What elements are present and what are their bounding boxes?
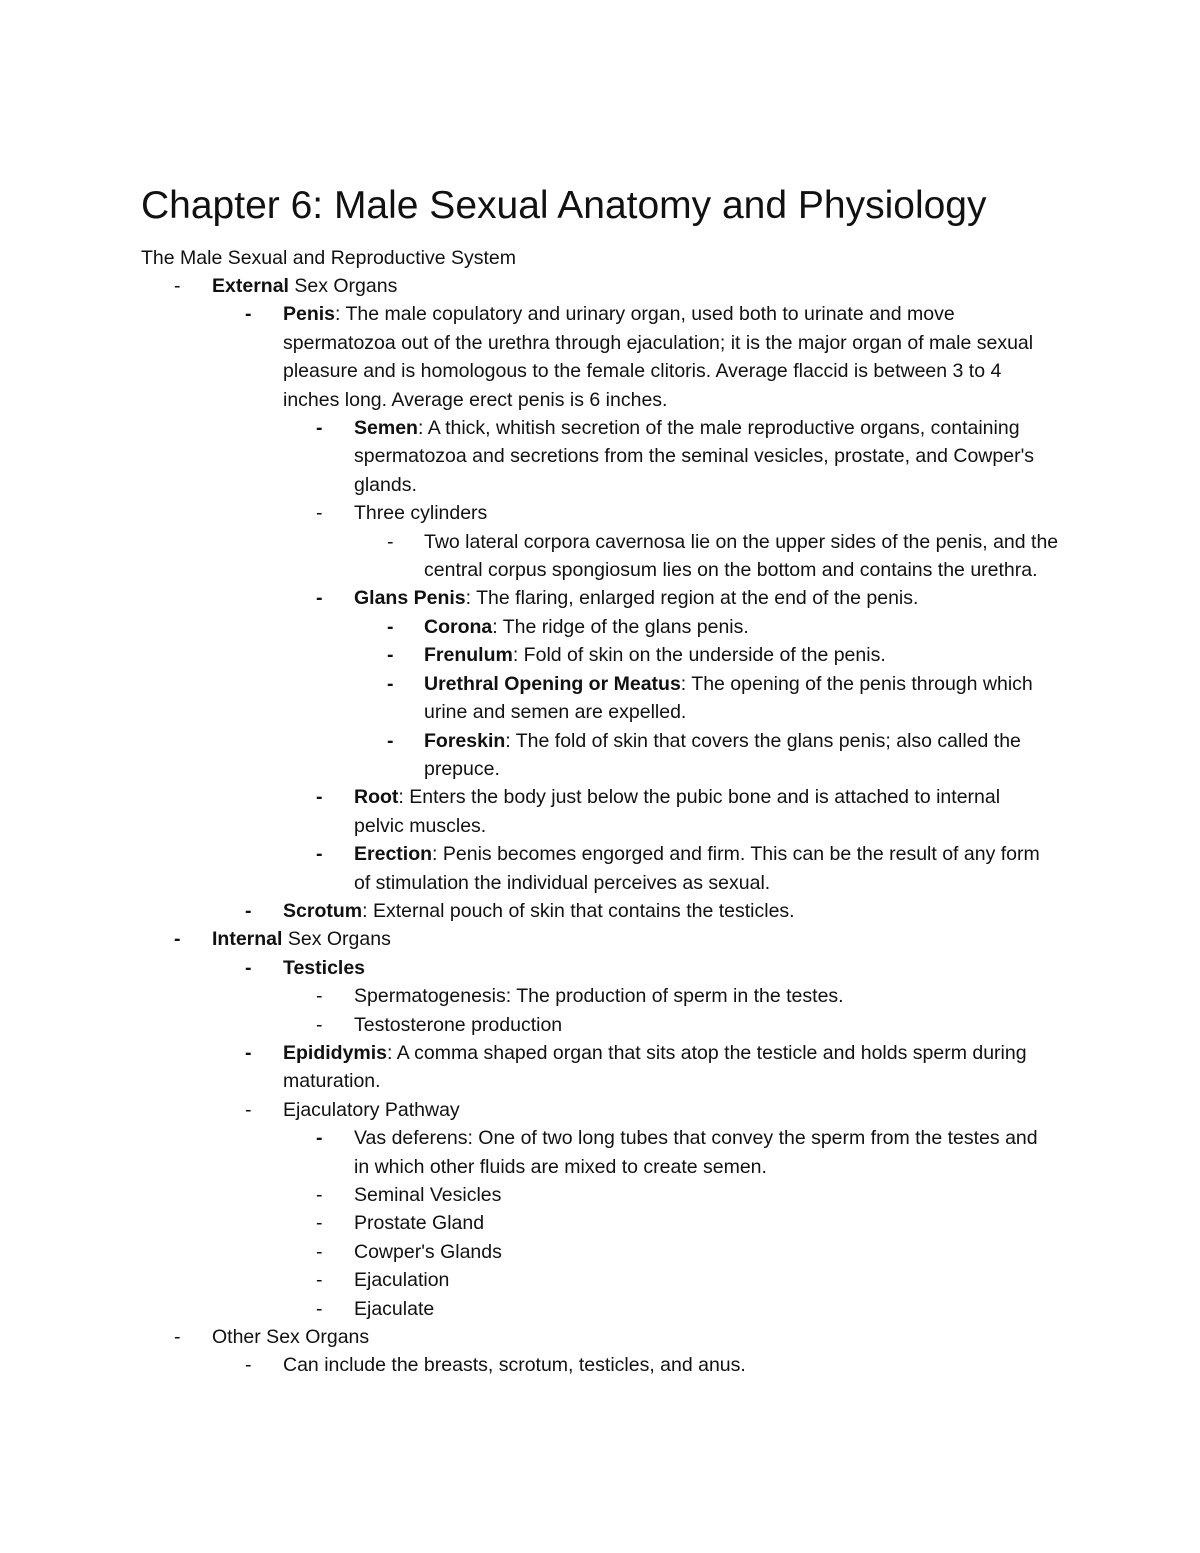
item-content [354,1266,1054,1294]
list-item [0,1323,1064,1351]
item-text: Sex Organs [282,928,391,951]
item-text: Sex Organs [288,275,398,297]
item-content [354,1238,1054,1266]
bullet-dash: - [245,956,252,979]
list-item [0,499,1064,527]
item-text: Testosterone production [354,1013,563,1036]
item-content [283,300,1053,414]
bullet-dash: - [245,1041,252,1064]
list-item [0,641,1064,669]
list-item [0,1266,1064,1294]
list-item [0,1096,1064,1124]
bullet-dash: - [316,502,323,525]
bullet-dash: - [316,843,323,866]
item-content [354,982,1054,1010]
item-text: Enters the body just below the pubic bone and is attached to internal pelvic muscles. [354,786,1001,837]
bullet-dash: - [387,672,394,695]
item-content [212,272,982,300]
list-item [0,1295,1064,1323]
item-content [354,414,1054,499]
bullet-dash: - [316,1184,323,1206]
item-term: Glans Penis [354,587,466,610]
bullet-dash: - [387,530,394,553]
item-content [424,528,1064,585]
outline-list [0,272,1064,1380]
item-text: Ejaculatory Pathway [283,1098,460,1121]
bullet-dash: - [387,644,394,667]
item-text: Two lateral corpora cavernosa lie on the upper sides of the penis, and the central corpus spongiosum lies on the bottom and contains the urethra. [424,530,1059,582]
item-separator: : [335,303,341,326]
item-text: A thick, whitish secretion of the male reproductive organs, containing spermatozoa and secretions from the seminal vesicles, prostate, and Cowper's glands. [354,417,1035,496]
list-item [0,613,1064,641]
item-content [354,1295,1054,1323]
item-content [283,1039,1053,1096]
item-text: The opening of the penis through which urine and semen are expelled. [424,672,1033,724]
item-text: The male copulatory and urinary organ, used both to urinate and move spermatozoa out of the urethra through ejaculation; it is the major organ of male sexual pleasure and is homologous to the female clitoris. Average flaccid is between 3 to 4 inches long. Average erect penis is 6 inches. [283,303,1034,411]
bullet-dash: - [174,275,181,297]
item-separator: : [398,786,404,809]
list-item [0,528,1064,585]
list-item [0,954,1064,982]
item-text: A comma shaped organ that sits atop the testicle and holds sperm during maturation. [283,1041,1027,1093]
item-content [354,1181,1054,1209]
list-item [0,840,1064,897]
item-content [424,727,1064,784]
item-text: Other Sex Organs [212,1326,370,1349]
item-term: Frenulum [424,644,513,667]
item-text: Cowper's Glands [354,1240,502,1263]
bullet-dash: - [316,1212,323,1235]
item-text: The fold of skin that covers the glans penis; also called the prepuce. [424,729,1021,780]
list-item [0,670,1064,727]
bullet-dash: - [316,1297,323,1320]
item-term: Urethral Opening or Meatus [424,672,681,695]
item-content [354,499,1054,527]
item-content [354,840,1054,897]
item-content [283,1096,1053,1124]
list-item [0,1011,1064,1039]
bullet-dash: - [316,1269,323,1292]
bullet-dash: - [245,303,252,326]
item-text: External pouch of skin that contains the testicles. [367,899,795,922]
bullet-dash: - [316,587,323,610]
bullet-dash: - [316,417,323,440]
list-item [0,1209,1064,1237]
item-text: Can include the breasts, scrotum, testicles, and anus. [283,1354,746,1377]
item-content [212,925,982,953]
item-content [283,1351,1053,1379]
item-text: Prostate Gland [354,1212,485,1235]
item-term: Semen [354,417,418,440]
item-text: The flaring, enlarged region at the end of the penis. [471,587,919,610]
item-separator: : [680,672,687,695]
item-text: Seminal Vesicles [354,1184,502,1206]
item-term: Root [354,786,399,809]
item-separator: : [492,615,498,638]
item-term: Epididymis [283,1041,388,1064]
item-content [283,954,1053,982]
item-separator: : [362,899,368,922]
item-content [424,670,1064,727]
item-text: Spermatogenesis: The production of sperm in the testes. [354,985,844,1008]
list-item [0,1181,1064,1209]
list-item [0,783,1064,840]
item-content [354,1124,1054,1181]
item-term: Penis [283,303,336,326]
item-content [354,584,1054,612]
item-term: Testicles [283,956,366,979]
list-item [0,1124,1064,1181]
item-content [212,1323,982,1351]
bullet-dash: - [316,1013,323,1036]
item-content [424,641,1064,669]
item-content [354,783,1054,840]
item-text: Ejaculate [354,1297,435,1320]
item-separator: : [417,417,424,440]
list-item [0,272,1064,300]
item-text: Vas deferens: One of two long tubes that convey the sperm from the testes and in which other fluids are mixed to create semen. [354,1127,1038,1178]
page-title: Chapter 6: Male Sexual Anatomy and Physiology [141,184,987,227]
list-item [0,982,1064,1010]
bullet-dash: - [174,928,181,951]
list-item [0,584,1064,612]
item-term: Erection [354,843,433,866]
item-text: Penis becomes engorged and firm. This can be the result of any form of stimulation the individual perceives as sexual. [354,843,1040,894]
item-text: Fold of skin on the underside of the penis. [518,644,886,667]
list-item [0,727,1064,784]
item-content [283,897,1053,925]
list-item [0,1238,1064,1266]
bullet-dash: - [245,1098,252,1121]
item-separator: : [465,587,472,610]
bullet-dash: - [316,1240,323,1263]
list-item [0,414,1064,499]
list-item [0,925,1064,953]
item-separator: : [505,729,511,752]
item-term: Internal [212,928,283,951]
bullet-dash: - [316,985,323,1008]
item-text: The ridge of the glans penis. [497,615,749,638]
bullet-dash: - [316,786,323,809]
list-item [0,1351,1064,1379]
item-term: External [212,275,289,297]
item-content [424,613,1064,641]
bullet-dash: - [174,1326,181,1349]
item-term: Scrotum [283,899,363,922]
section-heading: The Male Sexual and Reproductive System [141,247,517,269]
item-content [354,1209,1054,1237]
bullet-dash: - [316,1127,323,1150]
bullet-dash: - [245,899,252,922]
list-item [0,897,1064,925]
item-separator: : [512,644,519,667]
list-item [0,300,1064,414]
item-separator: : [432,843,438,866]
item-text: Three cylinders [354,502,488,525]
item-term: Corona [424,615,493,638]
item-content [354,1011,1054,1039]
list-item [0,1039,1064,1096]
item-text: Ejaculation [354,1269,450,1292]
bullet-dash: - [387,615,394,638]
bullet-dash: - [387,729,394,752]
item-separator: : [387,1041,393,1064]
item-term: Foreskin [424,729,506,752]
bullet-dash: - [245,1354,252,1377]
